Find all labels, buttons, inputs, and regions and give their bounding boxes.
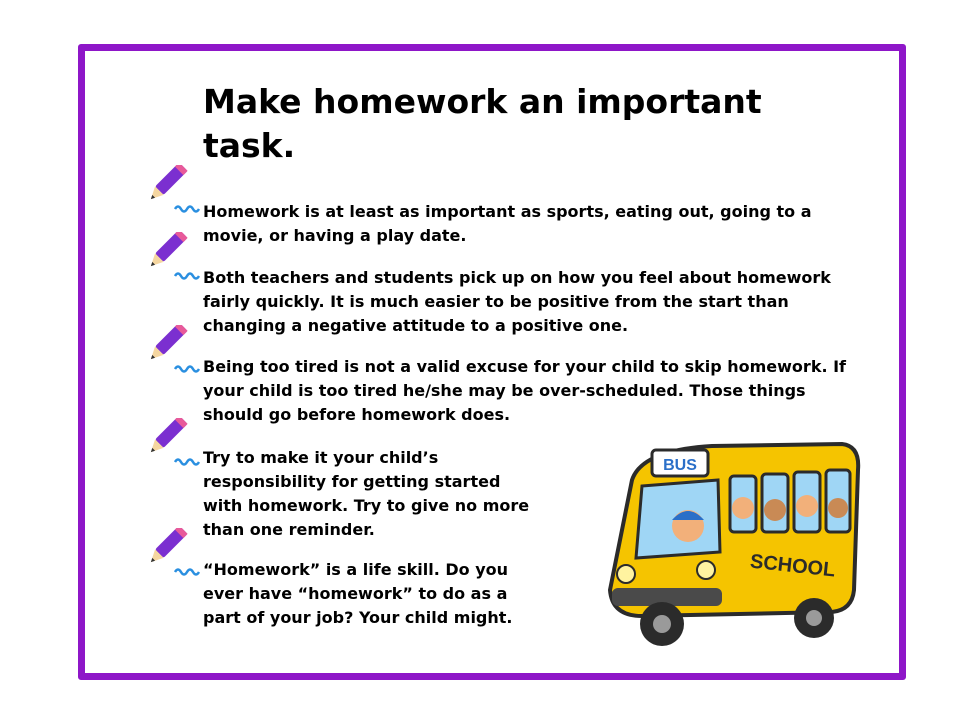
school-bus-icon (602, 440, 864, 652)
pencil-icon (145, 232, 205, 284)
pencil-icon (145, 165, 205, 217)
bullet-text: Try to make it your child’s responsibility for getting started with homework. Try to give no more than one reminder. (203, 448, 530, 539)
pencil-icon (145, 418, 205, 470)
slide-title: Make homework an important task. (203, 82, 762, 165)
bus-side-text: SCHOOL (748, 550, 837, 582)
bullet-text: Both teachers and students pick up on how you feel about homework fairly quickly. It is much easier to be positive from the start than changing a negative attitude to a positive one. (203, 268, 831, 335)
pencil-icon (145, 325, 205, 377)
bus-sign-text: BUS (663, 457, 697, 474)
bullet-text: Homework is at least as important as sports, eating out, going to a movie, or having a play date. (203, 202, 812, 245)
bullet-text: Being too tired is not a valid excuse for your child to skip homework. If your child is too tired he/she may be over-scheduled. Those things should go before homework does. (203, 357, 847, 424)
pencil-icon (145, 528, 205, 580)
bullet-text: “Homework” is a life skill. Do you ever have “homework” to do as a part of your job? Your child might. (203, 560, 513, 627)
